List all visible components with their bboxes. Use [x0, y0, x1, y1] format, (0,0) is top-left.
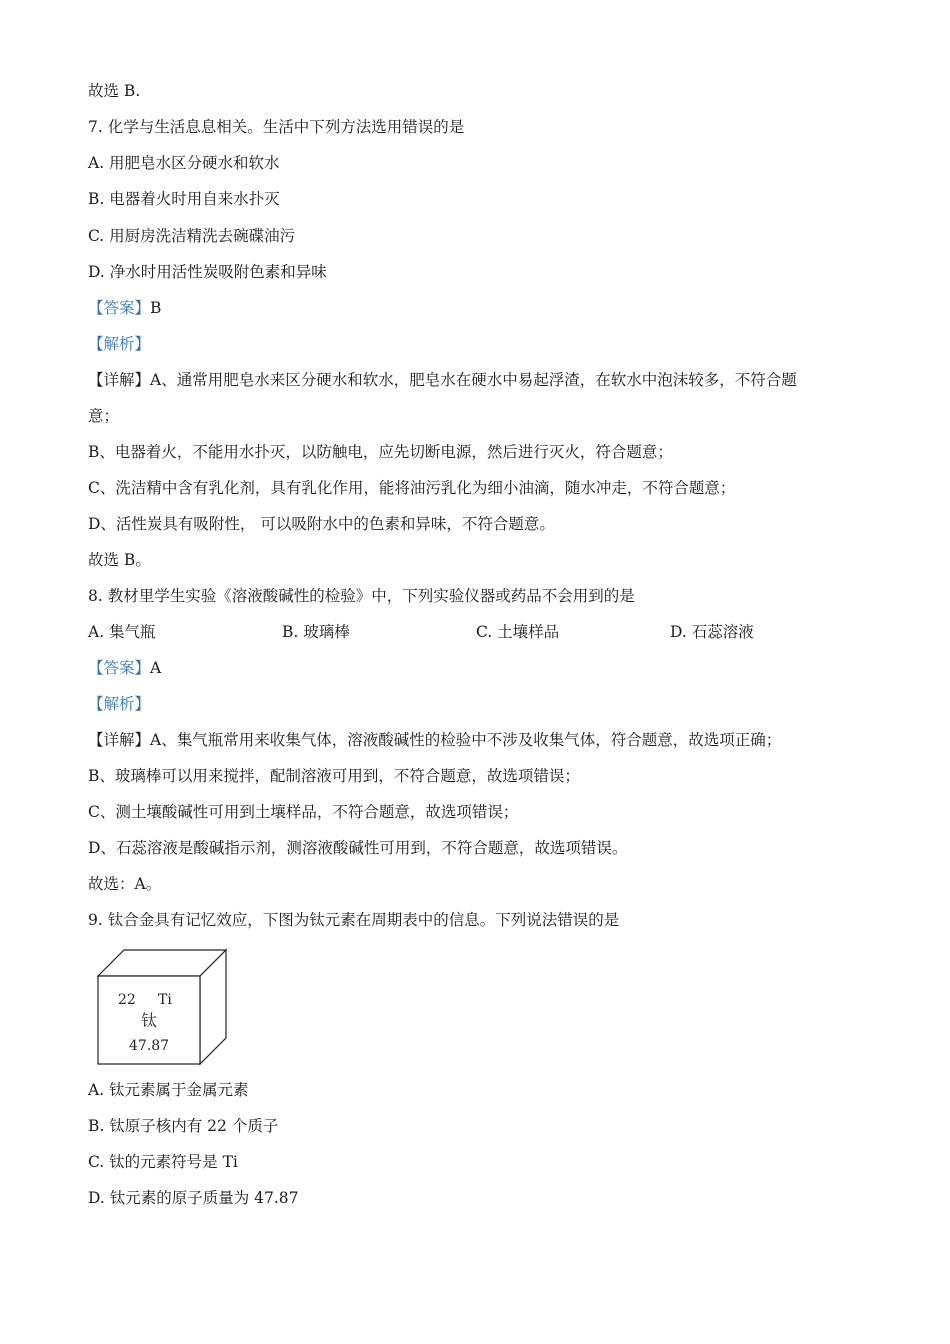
q7-detail-a: 【详解】A、通常用肥皂水来区分硬水和软水，肥皂水在硬水中易起浮渣，在软水中泡沫较多，不符合题 [88, 371, 797, 389]
answer-tag: 【答案】 [88, 299, 151, 317]
q8-option-b: B. 玻璃棒 [282, 623, 350, 641]
detail-tag: 【详解】 [88, 371, 151, 389]
q7-detail-c: C、洗洁精中含有乳化剂，具有乳化作用，能将油污乳化为细小油滴，随水冲走，不符合题意； [88, 479, 736, 497]
conclusion-q7: 故选 B。 [88, 551, 151, 569]
q7-option-d: D. 净水时用活性炭吸附色素和异味 [88, 263, 327, 281]
q8-answer [88, 657, 161, 679]
titanium-element-cube [96, 946, 236, 1066]
q8-detail-d: D、石蕊溶液是酸碱指示剂，测溶液酸碱性可用到，不符合题意，故选项错误。 [88, 839, 628, 857]
q7-option-c: C. 用厨房洗洁精洗去碗碟油污 [88, 227, 296, 245]
q7-analysis-tag: 【解析】 [88, 335, 151, 353]
element-name: 钛 [141, 1011, 158, 1030]
answer-tag: 【答案】 [88, 659, 151, 677]
q8-option-c: C. 土壤样品 [476, 623, 560, 641]
q8-detail-a: 【详解】A、集气瓶常用来收集气体，溶液酸碱性的检验中不涉及收集气体，符合题意，故选项正确； [88, 731, 782, 749]
q8-detail-b: B、玻璃棒可以用来搅拌，配制溶液可用到，不符合题意，故选项错误； [88, 767, 580, 785]
question-9: 9. 钛合金具有记忆效应，下图为钛元素在周期表中的信息。下列说法错误的是 [88, 911, 620, 929]
q8-option-a: A. 集气瓶 [88, 623, 156, 641]
q7-detail-a-cont: 意； [88, 407, 120, 425]
q8-option-d: D. 石蕊溶液 [670, 623, 754, 641]
q9-option-c: C. 钛的元素符号是 Ti [88, 1153, 238, 1171]
detail-tag: 【详解】 [88, 731, 151, 749]
conclusion-q6: 故选 B. [88, 82, 141, 100]
q7-option-a: A. 用肥皂水区分硬水和软水 [88, 154, 280, 172]
q7-option-b: B. 电器着火时用自来水扑灭 [88, 190, 280, 208]
q7-detail-b: B、电器着火，不能用水扑灭，以防触电，应先切断电源，然后进行灭火，符合题意； [88, 443, 673, 461]
answer-value: A [150, 659, 162, 677]
question-8: 8. 教材里学生实验《溶液酸碱性的检验》中，下列实验仪器或药品不会用到的是 [88, 587, 635, 605]
question-7: 7. 化学与生活息息相关。生活中下列方法选用错误的是 [88, 118, 465, 136]
q8-detail-c: C、测土壤酸碱性可用到土壤样品，不符合题意，故选项错误； [88, 803, 519, 821]
q9-option-a: A. 钛元素属于金属元素 [88, 1081, 249, 1099]
q9-option-d: D. 钛元素的原子质量为 47.87 [88, 1189, 299, 1207]
element-mass: 47.87 [129, 1038, 170, 1054]
q8-analysis-tag: 【解析】 [88, 695, 151, 713]
answer-value: B [150, 299, 162, 317]
q9-option-b: B. 钛原子核内有 22 个质子 [88, 1117, 279, 1135]
q7-answer [88, 297, 161, 319]
element-atomic-number: 22 [118, 992, 136, 1008]
element-symbol: Ti [158, 992, 172, 1008]
conclusion-q8: 故选：A。 [88, 875, 162, 893]
q7-detail-d: D、活性炭具有吸附性， 可以吸附水中的色素和异味，不符合题意。 [88, 515, 555, 533]
